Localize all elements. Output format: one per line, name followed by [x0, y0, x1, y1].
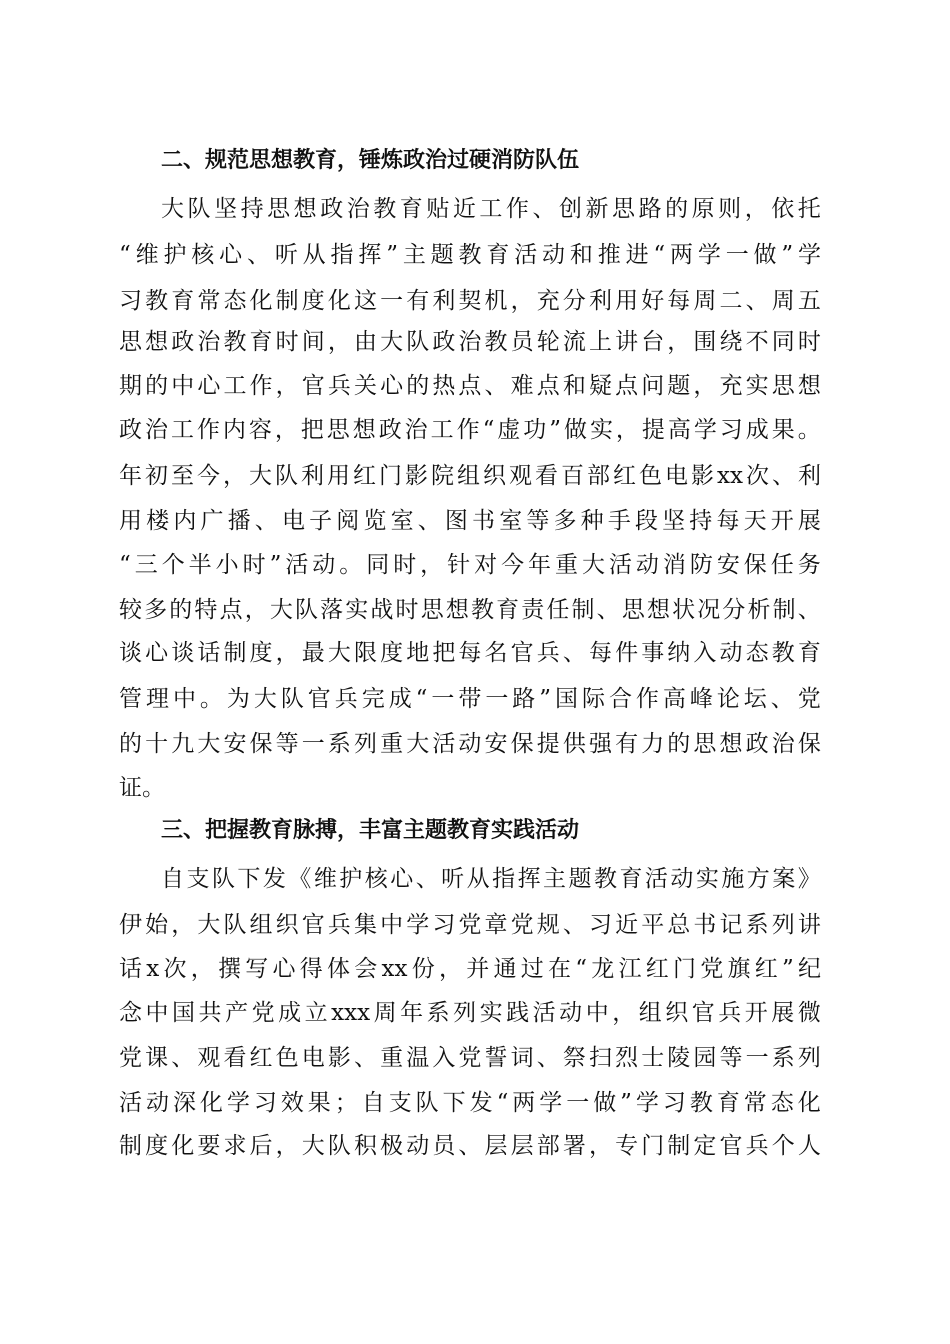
section-heading: 三、把握教育脉搏，丰富主题教育实践活动: [161, 818, 580, 843]
paragraph-line: 活 动 深 化 学 习 效 果 ； 自 支 队 下 发 “ 两 学 一 做 ” 学 习 教 育 常 态 化: [119, 1090, 821, 1116]
paragraph-line: 谈 心 谈 话 制 度 ， 最 大 限 度 地 把 每 名 官 兵 、 每 件 事 纳 入 动 态 教 育: [119, 640, 821, 666]
paragraph-line: 期 的 中 心 工 作 ， 官 兵 关 心 的 热 点 、 难 点 和 疑 点 问 题 ， 充 实 思 想: [119, 373, 821, 399]
paragraph-line: 党 课 、 观 看 红 色 电 影 、 重 温 入 党 誓 词 、 祭 扫 烈 士 陵 园 等 一 系 列: [119, 1045, 821, 1071]
paragraph-line: 管 理 中 。 为 大 队 官 兵 完 成 “ 一 带 一 路 ” 国 际 合 作 高 峰 论 坛 、 党: [119, 686, 821, 712]
paragraph-line: 用 楼 内 广 播 、 电 子 阅 览 室 、 图 书 室 等 多 种 手 段 坚 持 每 天 开 展: [119, 508, 821, 534]
paragraph-line: 制 度 化 要 求 后 ， 大 队 积 极 动 员 、 层 层 部 署 ， 专 门 制 定 官 兵 个 人: [119, 1133, 821, 1159]
paragraph-line: 大 队 坚 持 思 想 政 治 教 育 贴 近 工 作 、 创 新 思 路 的 原 则 ， 依 托: [161, 196, 821, 222]
paragraph-line: 较 多 的 特 点 ， 大 队 落 实 战 时 思 想 教 育 责 任 制 、 思 想 状 况 分 析 制 、: [119, 597, 821, 623]
section-heading: 二、规范思想教育，锤炼政治过硬消防队伍: [161, 148, 580, 173]
paragraph-line: 思 想 政 治 教 育 时 间 ， 由 大 队 政 治 教 员 轮 流 上 讲 台 ， 围 绕 不 同 时: [119, 329, 821, 355]
paragraph-line: 年 初 至 今 ， 大 队 利 用 红 门 影 院 组 织 观 看 百 部 红 色 电 影 xx 次 、 利: [119, 463, 821, 489]
paragraph-line: 自 支 队 下 发 《 维 护 核 心 、 听 从 指 挥 主 题 教 育 活 动 实 施 方 案 》: [161, 866, 821, 892]
paragraph-line: 话 x 次 ， 撰 写 心 得 体 会 xx 份 ， 并 通 过 在 “ 龙 江 红 门 党 旗 红 ” 纪: [119, 956, 821, 982]
paragraph-line: “ 三 个 半 小 时 ” 活 动 。 同 时 ， 针 对 今 年 重 大 活 动 消 防 安 保 任 务: [119, 552, 821, 578]
paragraph-line: 伊 始 ， 大 队 组 织 官 兵 集 中 学 习 党 章 党 规 、 习 近 平 总 书 记 系 列 讲: [119, 912, 821, 938]
paragraph-line: 习 教 育 常 态 化 制 度 化 这 一 有 利 契 机 ， 充 分 利 用 好 每 周 二 、 周 五: [119, 288, 821, 314]
paragraph-line: 政 治 工 作 内 容 ， 把 思 想 政 治 工 作 “ 虚 功 ” 做 实 ， 提 高 学 习 成 果 。: [119, 417, 821, 443]
paragraph-line: 念 中 国 共 产 党 成 立 xxx 周 年 系 列 实 践 活 动 中 ， 组 织 官 兵 开 展 微: [119, 1000, 821, 1026]
paragraph-line: 的 十 九 大 安 保 等 一 系 列 重 大 活 动 安 保 提 供 强 有 力 的 思 想 政 治 保: [119, 731, 821, 757]
paragraph-line: 证 。: [119, 775, 165, 801]
paragraph-line: “ 维 护 核 心 、 听 从 指 挥 ” 主 题 教 育 活 动 和 推 进 “ 两 学 一 做 ” 学: [119, 242, 821, 268]
